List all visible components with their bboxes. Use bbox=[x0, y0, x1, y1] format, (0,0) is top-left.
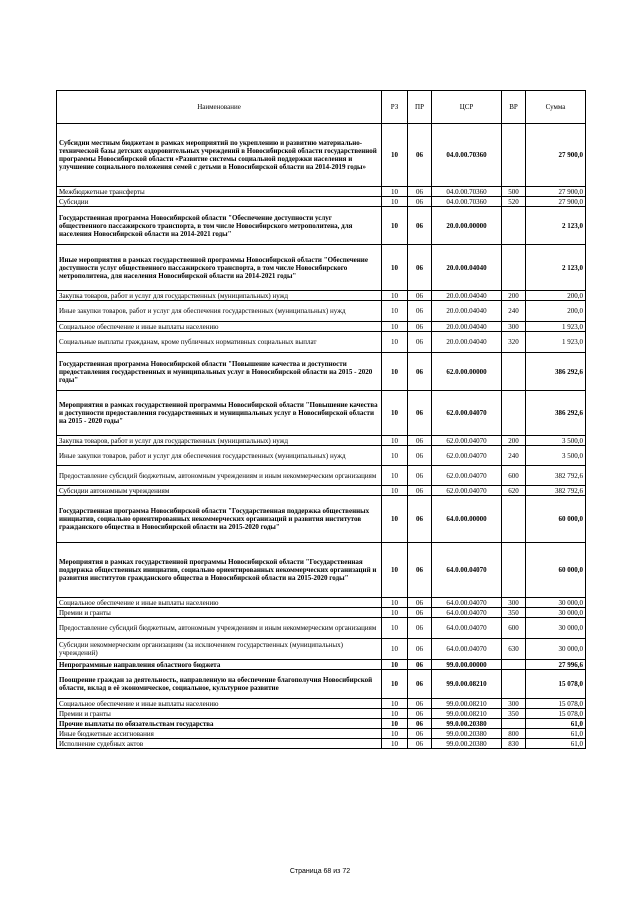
cell-pr: 06 bbox=[408, 197, 432, 207]
table-row bbox=[57, 729, 586, 739]
cell-csr: 64.0.00.04070 bbox=[432, 598, 502, 608]
cell-name: Социальное обеспечение и иные выплаты населению bbox=[57, 699, 382, 709]
cell-name: Предоставление субсидий бюджетным, автономным учреждениям и иным некоммерческим организациям bbox=[57, 466, 382, 486]
cell-vr: 520 bbox=[502, 197, 526, 207]
cell-vr bbox=[502, 245, 526, 291]
cell-rz: 10 bbox=[382, 670, 408, 699]
cell-rz: 10 bbox=[382, 301, 408, 322]
cell-vr bbox=[502, 207, 526, 245]
cell-vr: 300 bbox=[502, 322, 526, 332]
cell-rz: 10 bbox=[382, 245, 408, 291]
cell-name: Иные бюджетные ассигнования bbox=[57, 729, 382, 739]
cell-csr: 20.0.00.04040 bbox=[432, 291, 502, 301]
cell-rz: 10 bbox=[382, 486, 408, 496]
cell-vr: 600 bbox=[502, 466, 526, 486]
cell-sum: 1 923,0 bbox=[526, 322, 586, 332]
cell-rz: 10 bbox=[382, 291, 408, 301]
cell-vr bbox=[502, 496, 526, 543]
cell-csr: 04.0.00.70360 bbox=[432, 197, 502, 207]
cell-pr: 06 bbox=[408, 709, 432, 719]
cell-vr: 350 bbox=[502, 608, 526, 618]
cell-pr: 06 bbox=[408, 291, 432, 301]
header-sum: Сумма bbox=[526, 91, 586, 124]
cell-csr: 62.0.00.04070 bbox=[432, 486, 502, 496]
cell-name: Социальные выплаты гражданам, кроме публичных нормативных социальных выплат bbox=[57, 332, 382, 353]
cell-name: Иные закупки товаров, работ и услуг для обеспечения государственных (муниципальных) нужд bbox=[57, 301, 382, 322]
cell-pr: 06 bbox=[408, 660, 432, 670]
cell-rz: 10 bbox=[382, 197, 408, 207]
cell-name: Премии и гранты bbox=[57, 608, 382, 618]
cell-vr bbox=[502, 543, 526, 598]
cell-name: Поощрение граждан за деятельность, направленную на обеспечение благополучия Новосибирской области, вклад в её экономическое, социальное, культурное развитие bbox=[57, 670, 382, 699]
cell-name: Государственная программа Новосибирской области "Обеспечение доступности услуг общественного пассажирского транспорта, в том числе Новосибирского метрополитена, для населения Новосибирской области на 2014-2021 годы" bbox=[57, 207, 382, 245]
cell-name: Иные закупки товаров, работ и услуг для обеспечения государственных (муниципальных) нужд bbox=[57, 446, 382, 466]
cell-sum: 3 500,0 bbox=[526, 436, 586, 446]
cell-sum: 27 900,0 bbox=[526, 124, 586, 187]
cell-rz: 10 bbox=[382, 543, 408, 598]
table-row bbox=[57, 245, 586, 291]
cell-vr: 300 bbox=[502, 598, 526, 608]
cell-rz: 10 bbox=[382, 739, 408, 749]
cell-sum: 60 000,0 bbox=[526, 543, 586, 598]
cell-sum: 30 000,0 bbox=[526, 608, 586, 618]
cell-name: Субсидии некоммерческим организациям (за исключением государственных (муниципальных) учреждений) bbox=[57, 639, 382, 660]
cell-csr: 99.0.00.08210 bbox=[432, 670, 502, 699]
budget-table bbox=[56, 90, 586, 749]
cell-pr: 06 bbox=[408, 608, 432, 618]
cell-sum: 2 123,0 bbox=[526, 245, 586, 291]
cell-rz: 10 bbox=[382, 608, 408, 618]
cell-name: Мероприятия в рамках государственной программы Новосибирской области "Государственная поддержка общественных инициатив, социально ориентированных некоммерческих организаций и развития институтов гражданского общества в Новосибирской области на 2015-2020 годы" bbox=[57, 543, 382, 598]
header-vr: ВР bbox=[502, 91, 526, 124]
cell-vr: 600 bbox=[502, 618, 526, 639]
cell-rz: 10 bbox=[382, 699, 408, 709]
cell-pr: 06 bbox=[408, 719, 432, 729]
cell-name: Предоставление субсидий бюджетным, автономным учреждениям и иным некоммерческим организациям bbox=[57, 618, 382, 639]
cell-csr: 20.0.00.04040 bbox=[432, 245, 502, 291]
cell-pr: 06 bbox=[408, 486, 432, 496]
cell-pr: 06 bbox=[408, 207, 432, 245]
cell-name: Социальное обеспечение и иные выплаты населению bbox=[57, 322, 382, 332]
cell-csr: 99.0.00.08210 bbox=[432, 709, 502, 719]
table-row bbox=[57, 446, 586, 466]
cell-sum: 1 923,0 bbox=[526, 332, 586, 353]
cell-name: Государственная программа Новосибирской области "Повышение качества и доступности предоставления государственных и муниципальных услуг в Новосибирской области на 2015 - 2020 годы" bbox=[57, 353, 382, 391]
cell-name: Субсидии bbox=[57, 197, 382, 207]
cell-pr: 06 bbox=[408, 598, 432, 608]
cell-name: Прочие выплаты по обязательствам государства bbox=[57, 719, 382, 729]
cell-vr bbox=[502, 124, 526, 187]
table-row bbox=[57, 436, 586, 446]
cell-rz: 10 bbox=[382, 187, 408, 197]
cell-vr: 630 bbox=[502, 639, 526, 660]
cell-name: Премии и гранты bbox=[57, 709, 382, 719]
cell-sum: 2 123,0 bbox=[526, 207, 586, 245]
cell-csr: 99.0.00.08210 bbox=[432, 699, 502, 709]
table-row bbox=[57, 187, 586, 197]
table-row bbox=[57, 466, 586, 486]
table-row bbox=[57, 496, 586, 543]
cell-sum: 27 900,0 bbox=[526, 197, 586, 207]
cell-name: Субсидии местным бюджетам в рамках мероприятий по укреплению и развитию материально-технической базы детских оздоровительных учреждений в Новосибирской области государственной программы Новосибирской области «Развитие системы социальной поддержки населения и улучшение социального положения семей с детьми в Новосибирской области на 2014-2019 годы» bbox=[57, 124, 382, 187]
cell-rz: 10 bbox=[382, 124, 408, 187]
table-row bbox=[57, 353, 586, 391]
cell-sum: 30 000,0 bbox=[526, 598, 586, 608]
cell-pr: 06 bbox=[408, 496, 432, 543]
cell-pr: 06 bbox=[408, 670, 432, 699]
cell-sum: 386 292,6 bbox=[526, 353, 586, 391]
cell-sum: 382 792,6 bbox=[526, 466, 586, 486]
table-row bbox=[57, 709, 586, 719]
cell-rz: 10 bbox=[382, 598, 408, 608]
cell-pr: 06 bbox=[408, 739, 432, 749]
cell-csr: 99.0.00.20380 bbox=[432, 719, 502, 729]
table-row bbox=[57, 301, 586, 322]
cell-csr: 99.0.00.20380 bbox=[432, 729, 502, 739]
cell-sum: 3 500,0 bbox=[526, 446, 586, 466]
table-row bbox=[57, 543, 586, 598]
cell-vr: 320 bbox=[502, 332, 526, 353]
cell-sum: 61,0 bbox=[526, 729, 586, 739]
cell-vr bbox=[502, 670, 526, 699]
header-rz: РЗ bbox=[382, 91, 408, 124]
cell-vr: 200 bbox=[502, 436, 526, 446]
cell-sum: 15 078,0 bbox=[526, 709, 586, 719]
page-number: Страница 68 из 72 bbox=[289, 868, 351, 875]
cell-rz: 10 bbox=[382, 207, 408, 245]
cell-vr: 350 bbox=[502, 709, 526, 719]
cell-vr: 240 bbox=[502, 301, 526, 322]
table-row bbox=[57, 197, 586, 207]
table-row bbox=[57, 660, 586, 670]
cell-csr: 62.0.00.00000 bbox=[432, 353, 502, 391]
table-row bbox=[57, 639, 586, 660]
table-row bbox=[57, 332, 586, 353]
cell-name: Закупка товаров, работ и услуг для государственных (муниципальных) нужд bbox=[57, 436, 382, 446]
cell-vr bbox=[502, 660, 526, 670]
cell-rz: 10 bbox=[382, 729, 408, 739]
cell-rz: 10 bbox=[382, 353, 408, 391]
cell-vr bbox=[502, 391, 526, 436]
cell-csr: 99.0.00.20380 bbox=[432, 739, 502, 749]
cell-name: Закупка товаров, работ и услуг для государственных (муниципальных) нужд bbox=[57, 291, 382, 301]
cell-name: Исполнение судебных актов bbox=[57, 739, 382, 749]
table-row bbox=[57, 124, 586, 187]
cell-pr: 06 bbox=[408, 446, 432, 466]
table-row bbox=[57, 322, 586, 332]
cell-sum: 30 000,0 bbox=[526, 618, 586, 639]
table-row bbox=[57, 486, 586, 496]
cell-pr: 06 bbox=[408, 124, 432, 187]
table-row bbox=[57, 618, 586, 639]
cell-name: Иные мероприятия в рамках государственной программы Новосибирской области "Обеспечение доступности услуг общественного пассажирского транспорта, в том числе Новосибирского метрополитена, для населения Новосибирской области на 2014-2021 годы" bbox=[57, 245, 382, 291]
cell-csr: 20.0.00.00000 bbox=[432, 207, 502, 245]
table-body bbox=[57, 124, 586, 749]
cell-pr: 06 bbox=[408, 466, 432, 486]
cell-rz: 10 bbox=[382, 709, 408, 719]
cell-pr: 06 bbox=[408, 332, 432, 353]
cell-vr: 800 bbox=[502, 729, 526, 739]
header-csr: ЦСР bbox=[432, 91, 502, 124]
cell-csr: 62.0.00.04070 bbox=[432, 466, 502, 486]
cell-pr: 06 bbox=[408, 618, 432, 639]
cell-sum: 15 078,0 bbox=[526, 699, 586, 709]
cell-csr: 64.0.00.04070 bbox=[432, 618, 502, 639]
cell-rz: 10 bbox=[382, 332, 408, 353]
cell-rz: 10 bbox=[382, 496, 408, 543]
cell-csr: 04.0.00.70360 bbox=[432, 124, 502, 187]
cell-rz: 10 bbox=[382, 639, 408, 660]
cell-rz: 10 bbox=[382, 322, 408, 332]
table-row bbox=[57, 391, 586, 436]
cell-sum: 30 000,0 bbox=[526, 639, 586, 660]
cell-sum: 200,0 bbox=[526, 291, 586, 301]
cell-sum: 60 000,0 bbox=[526, 496, 586, 543]
table-row bbox=[57, 608, 586, 618]
table-row bbox=[57, 699, 586, 709]
cell-vr: 830 bbox=[502, 739, 526, 749]
cell-sum: 61,0 bbox=[526, 719, 586, 729]
cell-rz: 10 bbox=[382, 618, 408, 639]
cell-csr: 99.0.00.00000 bbox=[432, 660, 502, 670]
cell-rz: 10 bbox=[382, 391, 408, 436]
cell-csr: 20.0.00.04040 bbox=[432, 332, 502, 353]
cell-pr: 06 bbox=[408, 436, 432, 446]
cell-rz: 10 bbox=[382, 466, 408, 486]
cell-name: Межбюджетные трансферты bbox=[57, 187, 382, 197]
cell-pr: 06 bbox=[408, 301, 432, 322]
cell-rz: 10 bbox=[382, 719, 408, 729]
cell-vr: 500 bbox=[502, 187, 526, 197]
cell-vr bbox=[502, 353, 526, 391]
cell-pr: 06 bbox=[408, 391, 432, 436]
cell-sum: 27 996,6 bbox=[526, 660, 586, 670]
cell-vr: 300 bbox=[502, 699, 526, 709]
cell-csr: 20.0.00.04040 bbox=[432, 322, 502, 332]
cell-vr bbox=[502, 719, 526, 729]
cell-pr: 06 bbox=[408, 699, 432, 709]
cell-name: Субсидии автономным учреждениям bbox=[57, 486, 382, 496]
cell-rz: 10 bbox=[382, 446, 408, 466]
cell-pr: 06 bbox=[408, 353, 432, 391]
cell-name: Мероприятия в рамках государственной программы Новосибирской области "Повышение качества и доступности предоставления государственных и муниципальных услуг в Новосибирской области на 2015 - 2020 годы" bbox=[57, 391, 382, 436]
cell-vr: 620 bbox=[502, 486, 526, 496]
cell-sum: 61,0 bbox=[526, 739, 586, 749]
table-header-row bbox=[57, 91, 586, 124]
cell-pr: 06 bbox=[408, 543, 432, 598]
cell-csr: 20.0.00.04040 bbox=[432, 301, 502, 322]
cell-rz: 10 bbox=[382, 660, 408, 670]
cell-vr: 200 bbox=[502, 291, 526, 301]
table-row bbox=[57, 670, 586, 699]
cell-sum: 27 900,0 bbox=[526, 187, 586, 197]
table-row bbox=[57, 598, 586, 608]
cell-csr: 62.0.00.04070 bbox=[432, 436, 502, 446]
cell-name: Социальное обеспечение и иные выплаты населению bbox=[57, 598, 382, 608]
cell-csr: 64.0.00.04070 bbox=[432, 608, 502, 618]
cell-sum: 386 292,6 bbox=[526, 391, 586, 436]
cell-csr: 64.0.00.00000 bbox=[432, 496, 502, 543]
table-row bbox=[57, 719, 586, 729]
table-row bbox=[57, 291, 586, 301]
header-name: Наименование bbox=[57, 91, 382, 124]
cell-name: Государственная программа Новосибирской области "Государственная поддержка общественных инициатив, социально ориентированных некоммерческих организаций и развития институтов гражданского общества в Новосибирской области на 2015-2020 годы" bbox=[57, 496, 382, 543]
cell-sum: 15 078,0 bbox=[526, 670, 586, 699]
cell-csr: 64.0.00.04070 bbox=[432, 543, 502, 598]
cell-csr: 62.0.00.04070 bbox=[432, 446, 502, 466]
cell-pr: 06 bbox=[408, 729, 432, 739]
cell-pr: 06 bbox=[408, 639, 432, 660]
cell-pr: 06 bbox=[408, 322, 432, 332]
table-row bbox=[57, 207, 586, 245]
cell-vr: 240 bbox=[502, 446, 526, 466]
cell-csr: 04.0.00.70360 bbox=[432, 187, 502, 197]
cell-csr: 62.0.00.04070 bbox=[432, 391, 502, 436]
table-row bbox=[57, 739, 586, 749]
header-pr: ПР bbox=[408, 91, 432, 124]
cell-name: Непрограммные направления областного бюджета bbox=[57, 660, 382, 670]
cell-rz: 10 bbox=[382, 436, 408, 446]
cell-sum: 382 792,6 bbox=[526, 486, 586, 496]
cell-csr: 64.0.00.04070 bbox=[432, 639, 502, 660]
cell-pr: 06 bbox=[408, 187, 432, 197]
cell-pr: 06 bbox=[408, 245, 432, 291]
cell-sum: 200,0 bbox=[526, 301, 586, 322]
